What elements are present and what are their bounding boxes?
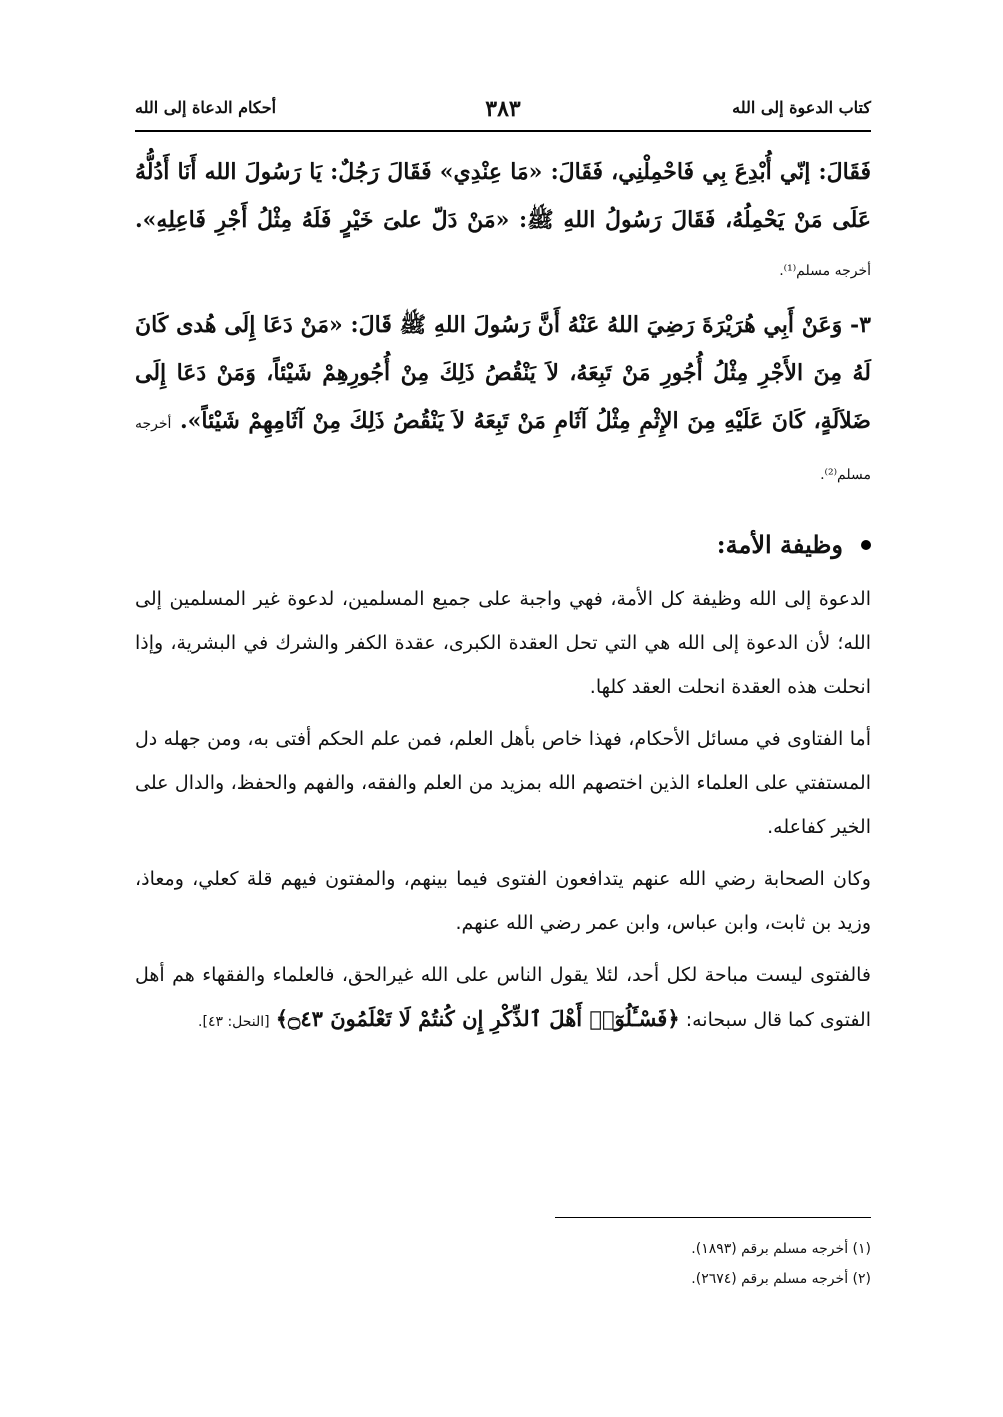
bullet-icon [861,540,871,550]
hadith-continuation [135,148,871,295]
paragraph-4-text: فالفتوى ليست مباحة لكل أحد، لئلا يقول الناس على الله غيرالحق، فالعلماء والفقهاء هم أهل الفتوى كما قال سبحانه: [135,964,871,1031]
quran-verse: ﴿فَسْـَٔلُوٓا۟ أَهْلَ ٱلذِّكْرِ إِن كُنتُمْ لَا تَعْلَمُونَ ۝٤٣﴾ [275,1006,680,1031]
verse-citation: [النحل: ٤٣]. [198,1014,270,1030]
hadith-3-text: وَعَنْ أَبِي هُرَيْرَةَ رَضِيَ اللهُ عَنْهُ أَنَّ رَسُولَ اللهِ ﷺ قَالَ: «مَنْ دَعَا إِلَى هُدى كَانَ لَهُ مِنَ الأَجْرِ مِثْلُ أُجُورِ مَنْ تَبِعَهُ، لاَ يَنْقُصُ ذَلِكَ مِنْ أُجُورِهِمْ شَيْئاً، وَمَنْ دَعَا إِلَى ضَلاَلَةٍ، كَانَ عَلَيْهِ مِنَ الإِثْمِ مِثْلُ آثَامِ مَنْ تَبِعَهُ لاَ يَنْقُصُ ذَلِكَ مِنْ آثَامِهِمْ شَيْئاً». [135,312,871,434]
hadith-3-number: ٣- [850,312,871,338]
footnote-2: (٢) أخرجه مسلم برقم (٢٦٧٤). [691,1271,871,1287]
paragraph-1: الدعوة إلى الله وظيفة كل الأمة، فهي واجبة على جميع المسلمين، لدعوة غير المسلمين إلى الله؛ لأن الدعوة إلى الله هي التي تحل العقدة الكبرى، عقدة الكفر والشرك في البشرية، وإذا انحلت هذه العقدة انحلت العقد كلها. [135,588,871,698]
section-heading [135,525,871,565]
paragraph-4 [135,953,871,1044]
paragraph-2: أما الفتاوى في مسائل الأحكام، فهذا خاص بأهل العلم، فمن علم الحكم أفتى به، ومن جهله دل المستفتي على العلماء الذين اختصهم الله بمزيد من العلم والفقه، والفهم والحفظ، والدال على الخير كفاعله. [135,728,871,838]
book-title: كتاب الدعوة إلى الله [732,98,871,117]
header-divider [135,130,871,132]
hadith-3-source: أخرجه مسلم⁽²⁾. [135,416,871,483]
hadith-continuation-text: فَقَالَ: إنّي أُبْدِعَ بِي فَاحْمِلْنِي، فَقَالَ: «مَا عِنْدِي» فَقَالَ رَجُلٌ: يَا رَسُولَ الله أَنَا أَدُلُّهُ عَلَى مَنْ يَحْمِلُهُ، فَقَالَ رَسُولُ اللهِ ﷺ: «مَنْ دَلّ علىَ خَيْرٍ فَلَهُ مِثْلُ أَجْرِ فَاعِلِهِ». [135,159,871,233]
footnotes [135,1234,871,1294]
hadith-continuation-source: أخرجه مسلم⁽¹⁾. [779,263,871,279]
page-body [135,148,871,1052]
section-title: وظيفة الأمة: [716,530,843,559]
paragraph-3: وكان الصحابة رضي الله عنهم يتدافعون الفتوى فيما بينهم، والمفتون فيهم قلة كعلي، ومعاذ، وزيد بن ثابت، وابن عباس، وابن عمر رضي الله عنهم. [135,868,871,934]
footnote-divider [555,1217,871,1218]
chapter-title: أحكام الدعاة إلى الله [135,98,277,117]
hadith-3 [135,301,871,499]
footnote-1: (١) أخرجه مسلم برقم (١٨٩٣). [691,1241,871,1257]
page-number: ٣٨٣ [485,96,521,122]
page-header [135,96,871,126]
